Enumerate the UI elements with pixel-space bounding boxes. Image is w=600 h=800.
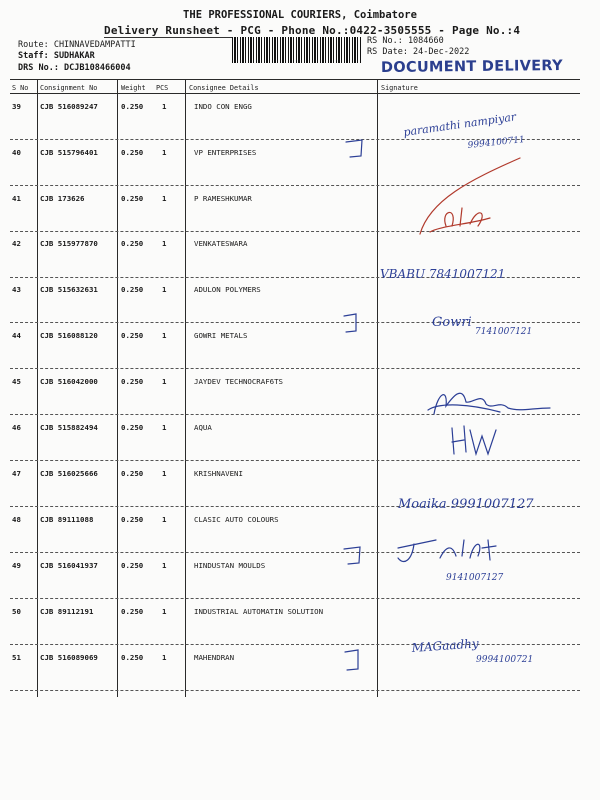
row-weight: 0.250 [121, 331, 144, 340]
row-consignee: INDUSTRIAL AUTOMATIN SOLUTION [194, 607, 324, 616]
table-row [0, 331, 600, 345]
row-sno: 49 [12, 561, 21, 570]
red-scribble [430, 218, 490, 232]
row-weight: 0.250 [121, 469, 144, 478]
row-weight: 0.250 [121, 148, 144, 157]
row-sno: 48 [12, 515, 21, 524]
drs-number: DRS No.: DCJB108466004 [18, 63, 131, 73]
row-consignment: CJB 515977870 [40, 239, 98, 248]
table-row [0, 102, 600, 116]
phone-row49: 9141007127 [446, 573, 504, 583]
row-divider [10, 552, 580, 553]
row-consignment: CJB 515796401 [40, 148, 98, 157]
row-consignment: CJB 516025666 [40, 469, 98, 478]
row-divider [10, 414, 580, 415]
row-sno: 47 [12, 469, 21, 478]
row-pcs: 1 [162, 148, 167, 157]
rs-date: RS Date: 24-Dec-2022 [367, 47, 470, 57]
table-row [0, 239, 600, 253]
row-pcs: 1 [162, 102, 167, 111]
row-consignee: AQUA [194, 423, 212, 432]
row-sno: 42 [12, 239, 21, 248]
table-row [0, 148, 600, 162]
row-consignee: VP ENTERPRISES [194, 148, 257, 157]
row-sno: 45 [12, 377, 21, 386]
row-consignment: CJB 89112191 [40, 607, 94, 616]
row-weight: 0.250 [121, 285, 144, 294]
row-consignment: CJB 516041937 [40, 561, 98, 570]
row-weight: 0.250 [121, 653, 144, 662]
signature-row42: VBABU 7841007121 [380, 267, 506, 281]
row-sno: 51 [12, 653, 21, 662]
row-pcs: 1 [162, 653, 167, 662]
table-header-border [10, 93, 580, 94]
table-row [0, 607, 600, 621]
row-weight: 0.250 [121, 194, 144, 203]
col-header-signature: Signature [381, 84, 418, 92]
row-weight: 0.250 [121, 607, 144, 616]
row-consignment: CJB 173626 [40, 194, 85, 203]
table-row [0, 377, 600, 391]
signature-row39: paramathi nampiyar [402, 110, 517, 139]
row-pcs: 1 [162, 239, 167, 248]
barcode [232, 37, 362, 63]
row-consignee: GOWRI METALS [194, 331, 248, 340]
row-weight: 0.250 [121, 377, 144, 386]
row-consignee: P RAMESHKUMAR [194, 194, 252, 203]
table-row [0, 653, 600, 667]
row-consignment: CJB 516089247 [40, 102, 98, 111]
row-consignee: INDO CON ENGG [194, 102, 252, 111]
row-pcs: 1 [162, 423, 167, 432]
row-consignee: VENKATESWARA [194, 239, 248, 248]
table-top-border [10, 79, 580, 80]
row-sno: 43 [12, 285, 21, 294]
row-divider [10, 506, 580, 507]
row-pcs: 1 [162, 285, 167, 294]
row-divider [10, 368, 580, 369]
row-pcs: 1 [162, 194, 167, 203]
row-sno: 39 [12, 102, 21, 111]
row-consignee: CLASIC AUTO COLOURS [194, 515, 279, 524]
col-header-consignment: Consignment No [40, 84, 98, 92]
row-sno: 40 [12, 148, 21, 157]
col-header-consignee: Consignee Details [189, 84, 259, 92]
row-divider [10, 277, 580, 278]
row-consignment: CJB 515632631 [40, 285, 98, 294]
signature-scribble [428, 405, 500, 412]
row-consignment: CJB 516089069 [40, 653, 98, 662]
red-scribble [445, 208, 482, 226]
row-pcs: 1 [162, 515, 167, 524]
row-sno: 46 [12, 423, 21, 432]
row-consignee: HINDUSTAN MOULDS [194, 561, 266, 570]
phone-row51: 9994100721 [476, 655, 534, 665]
col-header-pcs: PCS [156, 84, 169, 92]
table-row [0, 194, 600, 208]
signature-row51: MAGaadhy [411, 636, 480, 655]
row-consignment: CJB 89111088 [40, 515, 94, 524]
row-pcs: 1 [162, 331, 167, 340]
route-label: Route: CHINNAVEDAMPATTI [18, 40, 136, 50]
row-weight: 0.250 [121, 515, 144, 524]
table-row [0, 469, 600, 483]
row-divider [10, 139, 580, 140]
row-consignee: ADULON POLYMERS [194, 285, 261, 294]
phone-row44: 7141007121 [475, 327, 533, 337]
rs-number: RS No.: 1084660 [367, 36, 444, 46]
row-divider [10, 644, 580, 645]
signature-row47: Moaika 9991007127 [398, 497, 534, 512]
document-delivery-stamp: DOCUMENT DELIVERY [380, 58, 563, 76]
row-divider [10, 460, 580, 461]
row-divider [10, 231, 580, 232]
row-pcs: 1 [162, 607, 167, 616]
row-consignee: KRISHNAVENI [194, 469, 243, 478]
col-header-sno: S No [12, 84, 29, 92]
row-divider [10, 185, 580, 186]
signature-scribble [434, 393, 550, 414]
row-divider [10, 598, 580, 599]
table-row [0, 285, 600, 299]
phone-row39: 9994100711 [467, 135, 526, 151]
row-weight: 0.250 [121, 102, 144, 111]
row-consignee: MAHENDRAN [194, 653, 235, 662]
row-divider [10, 690, 580, 691]
row-pcs: 1 [162, 561, 167, 570]
row-consignment: CJB 516042000 [40, 377, 98, 386]
row-weight: 0.250 [121, 423, 144, 432]
row-sno: 44 [12, 331, 21, 340]
table-row [0, 515, 600, 529]
tick-mark [344, 314, 356, 332]
row-pcs: 1 [162, 377, 167, 386]
col-header-weight: Weight [121, 84, 146, 92]
table-row [0, 561, 600, 575]
row-consignment: CJB 515882494 [40, 423, 98, 432]
row-divider [10, 322, 580, 323]
signature-row44: Gowri [432, 315, 472, 330]
row-sno: 41 [12, 194, 21, 203]
row-consignee: JAYDEV TECHNOCRAF6TS [194, 377, 283, 386]
row-weight: 0.250 [121, 561, 144, 570]
signature-scribble [398, 540, 496, 562]
staff-label: Staff: SUDHAKAR [18, 51, 95, 61]
row-consignment: CJB 516088120 [40, 331, 98, 340]
company-name: THE PROFESSIONAL COURIERS, Coimbatore [183, 9, 417, 21]
row-sno: 50 [12, 607, 21, 616]
table-row [0, 423, 600, 437]
runsheet-title: Delivery Runsheet - PCG - Phone No.:0422-3505555 - Page No.:4 [104, 24, 521, 37]
row-weight: 0.250 [121, 239, 144, 248]
row-pcs: 1 [162, 469, 167, 478]
